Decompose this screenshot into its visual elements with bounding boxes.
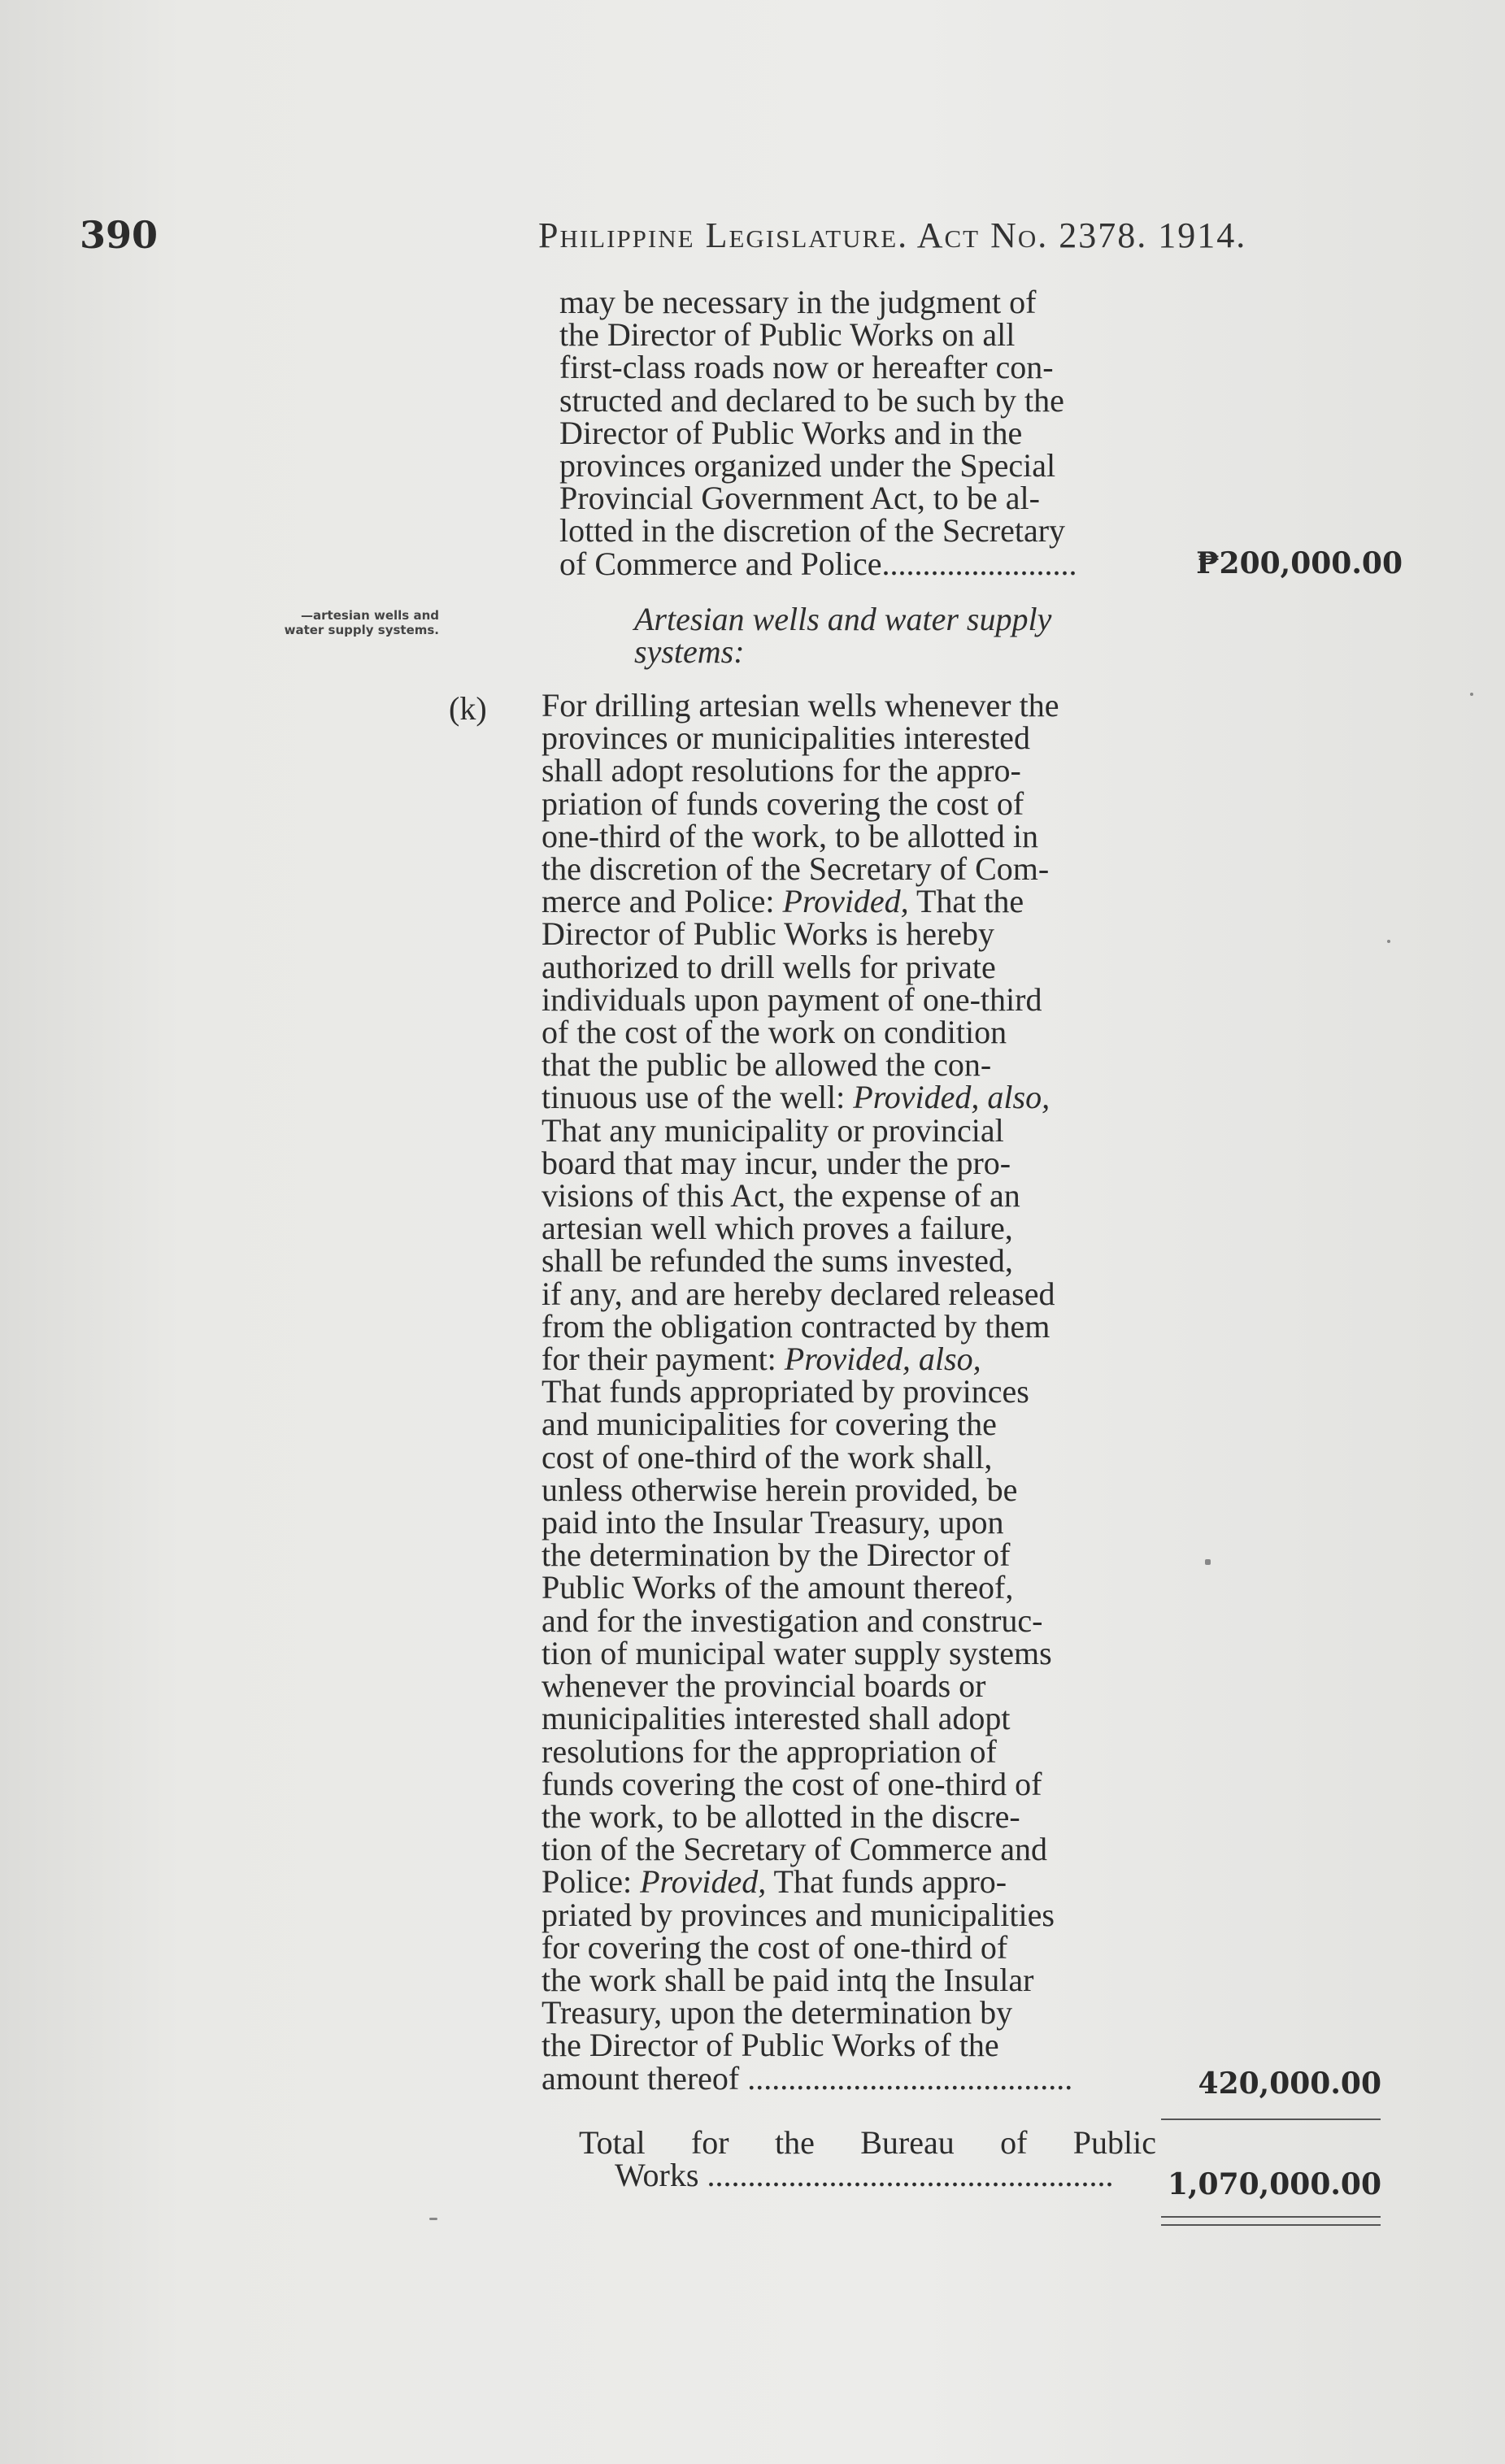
print-speck bbox=[429, 2218, 437, 2220]
item-label: (k) bbox=[449, 690, 487, 727]
margin-note: —artesian wells and water supply systems. bbox=[284, 608, 439, 637]
amount-artesian-wells: 420,000.00 bbox=[1198, 2066, 1381, 2101]
proviso-label: Provided, bbox=[782, 883, 909, 920]
paragraph-text: That funds appro- priated by provinces and municipalities for covering the cost of one-third of the work shall be paid intq the Insular Treasury, upon the determination by the Director of Public Works of the amount thereof ........................................ bbox=[542, 1863, 1073, 2097]
paragraph-text: For drilling artesian wells whenever the provinces or municipalities interested shall adopt resolutions for the appro- priation of funds covering the cost of one-third of the work, to be allotted in the discretion of the Secretary of Com- merce and Police: bbox=[542, 687, 1059, 920]
double-rule-top bbox=[1161, 2216, 1381, 2218]
print-speck bbox=[1387, 940, 1390, 943]
amount-roads: ₱200,000.00 bbox=[1196, 546, 1403, 580]
total-label-line-2: Works .................................................. bbox=[615, 2157, 1114, 2193]
proviso-label: Provided, bbox=[640, 1863, 767, 1901]
total-amount: 1,070,000.00 bbox=[1167, 2167, 1381, 2201]
proviso-label: Provided, also, bbox=[853, 1079, 1050, 1116]
total-label bbox=[579, 2124, 1161, 2193]
total-label-line-1: Total for the Bureau of Public bbox=[579, 2124, 1156, 2161]
page-header bbox=[0, 213, 1505, 262]
paragraph-text: That the Director of Public Works is hereby authorized to drill wells for private individuals upon payment of one-third of the cost of the work on condition that the public be allowed the con- tinuous use of the well: bbox=[542, 883, 1042, 1116]
sum-rule bbox=[1161, 2119, 1381, 2120]
proviso-label: Provided, also, bbox=[784, 1341, 981, 1378]
section-heading: Artesian wells and water supply systems: bbox=[634, 601, 1052, 670]
running-head: Philippine Legislature. Act No. 2378. 1914. bbox=[538, 215, 1247, 255]
print-speck bbox=[1470, 693, 1473, 696]
paragraph-text: That funds appropriated by provinces and municipalities for covering the cost of one-third of the work shall, unless otherwise herein provided, be paid into the Insular Treasury, upon the determination by the Director of Public Works of the amount thereof, and for the investigation and construc- tion of municipal water supply systems whenever the provincial boards or municipalities interested shall adopt resolutions for the appropriation of funds covering the cost of one-third of the work, to be allotted in the discre- tion of the Secretary of Commerce and Police: bbox=[542, 1373, 1052, 1901]
paragraph-roads: may be necessary in the judgment of the Director of Public Works on all first-class roads now or hereafter con- structed and declared to be such by the Director of Public Works and in the provinces organized under the Special Provincial Government Act, to be al- lotted in the discretion of the Secretary of Commerce and Police........................ bbox=[559, 284, 1077, 582]
page-number: 390 bbox=[80, 213, 159, 257]
paragraph-artesian-wells bbox=[542, 689, 1182, 2095]
paragraph-text: That any municipality or provincial board that may incur, under the pro- visions of this Act, the expense of an artesian well which proves a failure, shall be refunded the sums invested, if any, and are hereby declared released from the obligation contracted by them for their payment: bbox=[542, 1111, 1055, 1378]
double-rule-bottom bbox=[1161, 2224, 1381, 2226]
print-speck bbox=[1205, 1559, 1211, 1565]
